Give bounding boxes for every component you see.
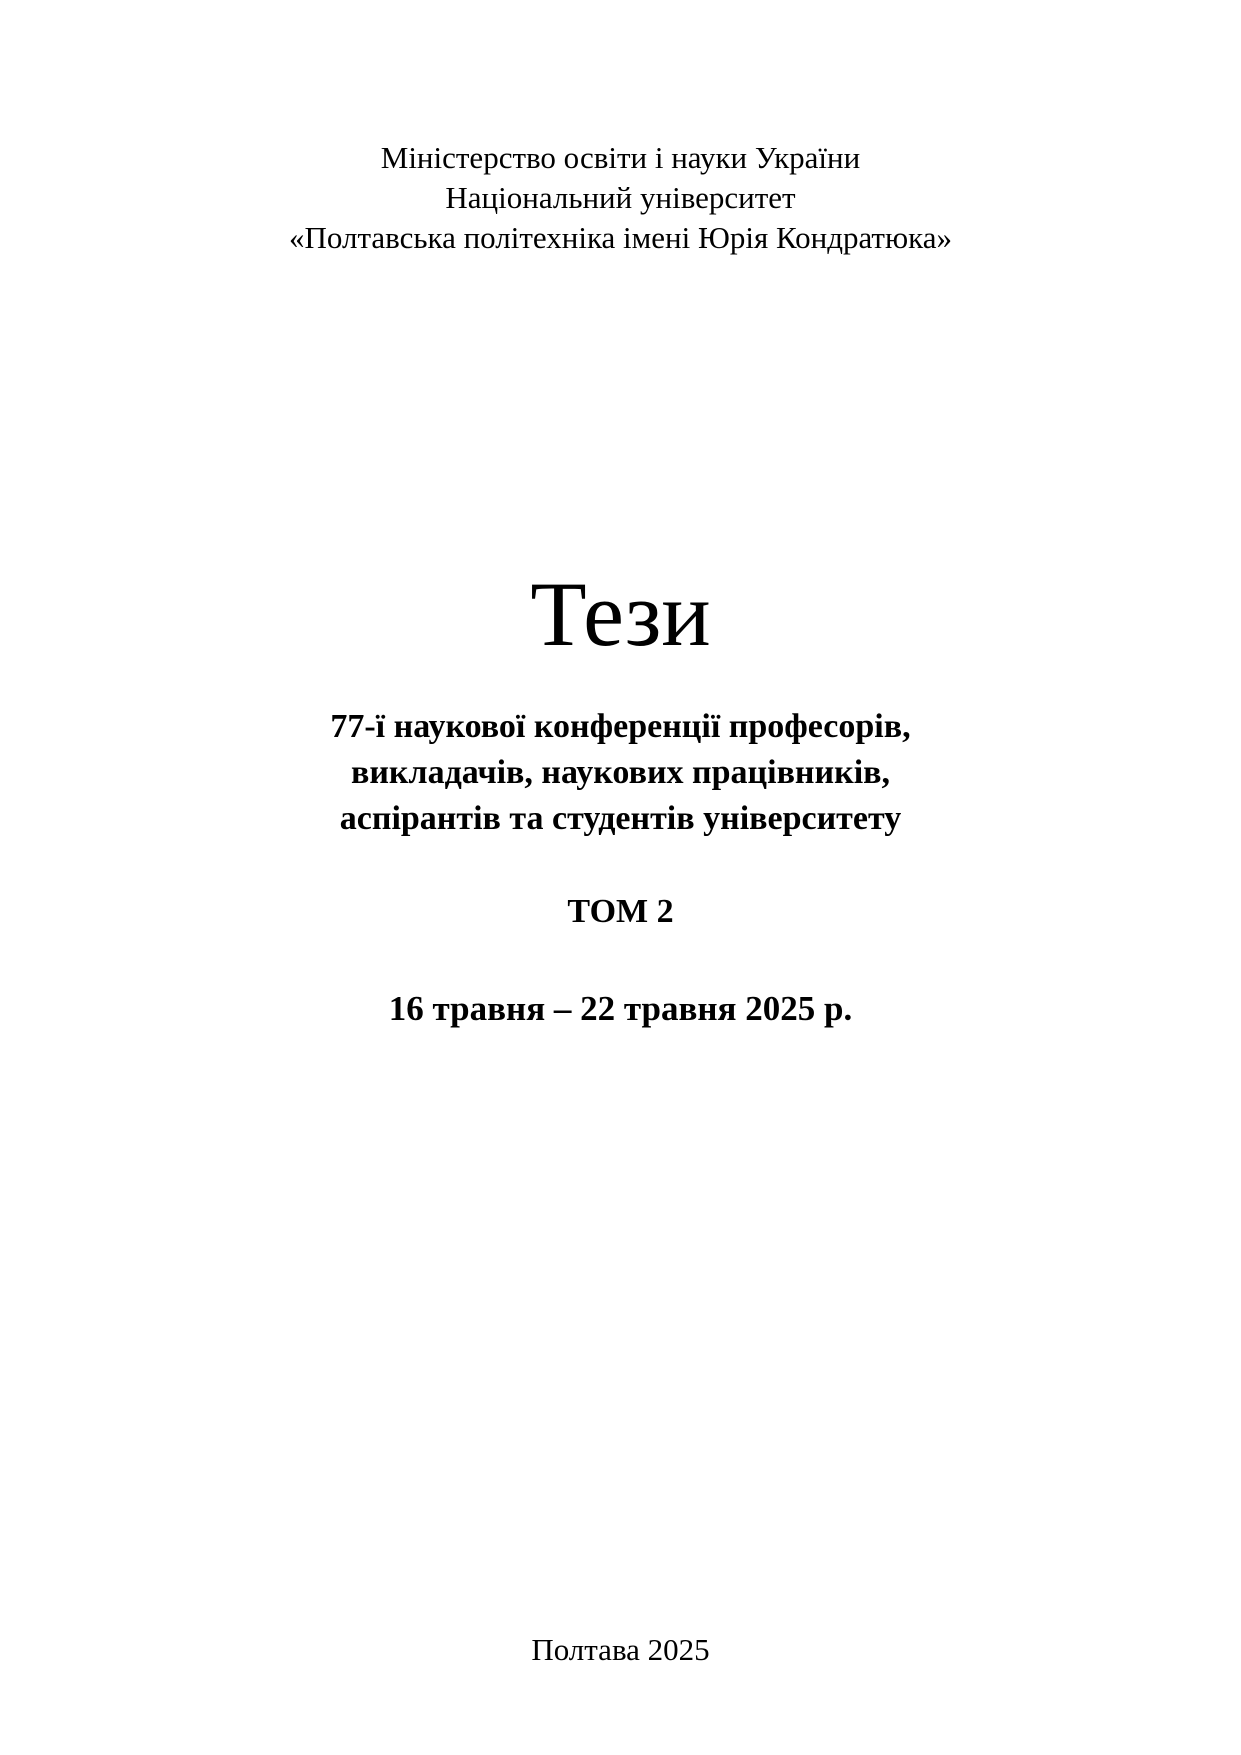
subtitle-line-2: викладачів, наукових працівників, [350,754,891,791]
university-name-line: «Полтавська політехніка імені Юрія Кондратюка» [289,220,952,255]
conference-subtitle [0,704,1241,842]
document-title: Тези [530,563,711,665]
subtitle-line-1: 77-ї наукової конференції професорів, [330,708,911,745]
university-line: Національний університет [445,180,796,215]
conference-dates: 16 травня – 22 травня 2025 р. [388,989,853,1028]
ministry-university-header [0,0,1241,258]
subtitle-line-3: аспірантів та студентів університету [339,800,902,837]
city-year-footer: Полтава 2025 [531,1632,710,1667]
ministry-line: Міністерство освіти і науки України [380,140,861,175]
volume-label: ТОМ 2 [567,893,674,930]
